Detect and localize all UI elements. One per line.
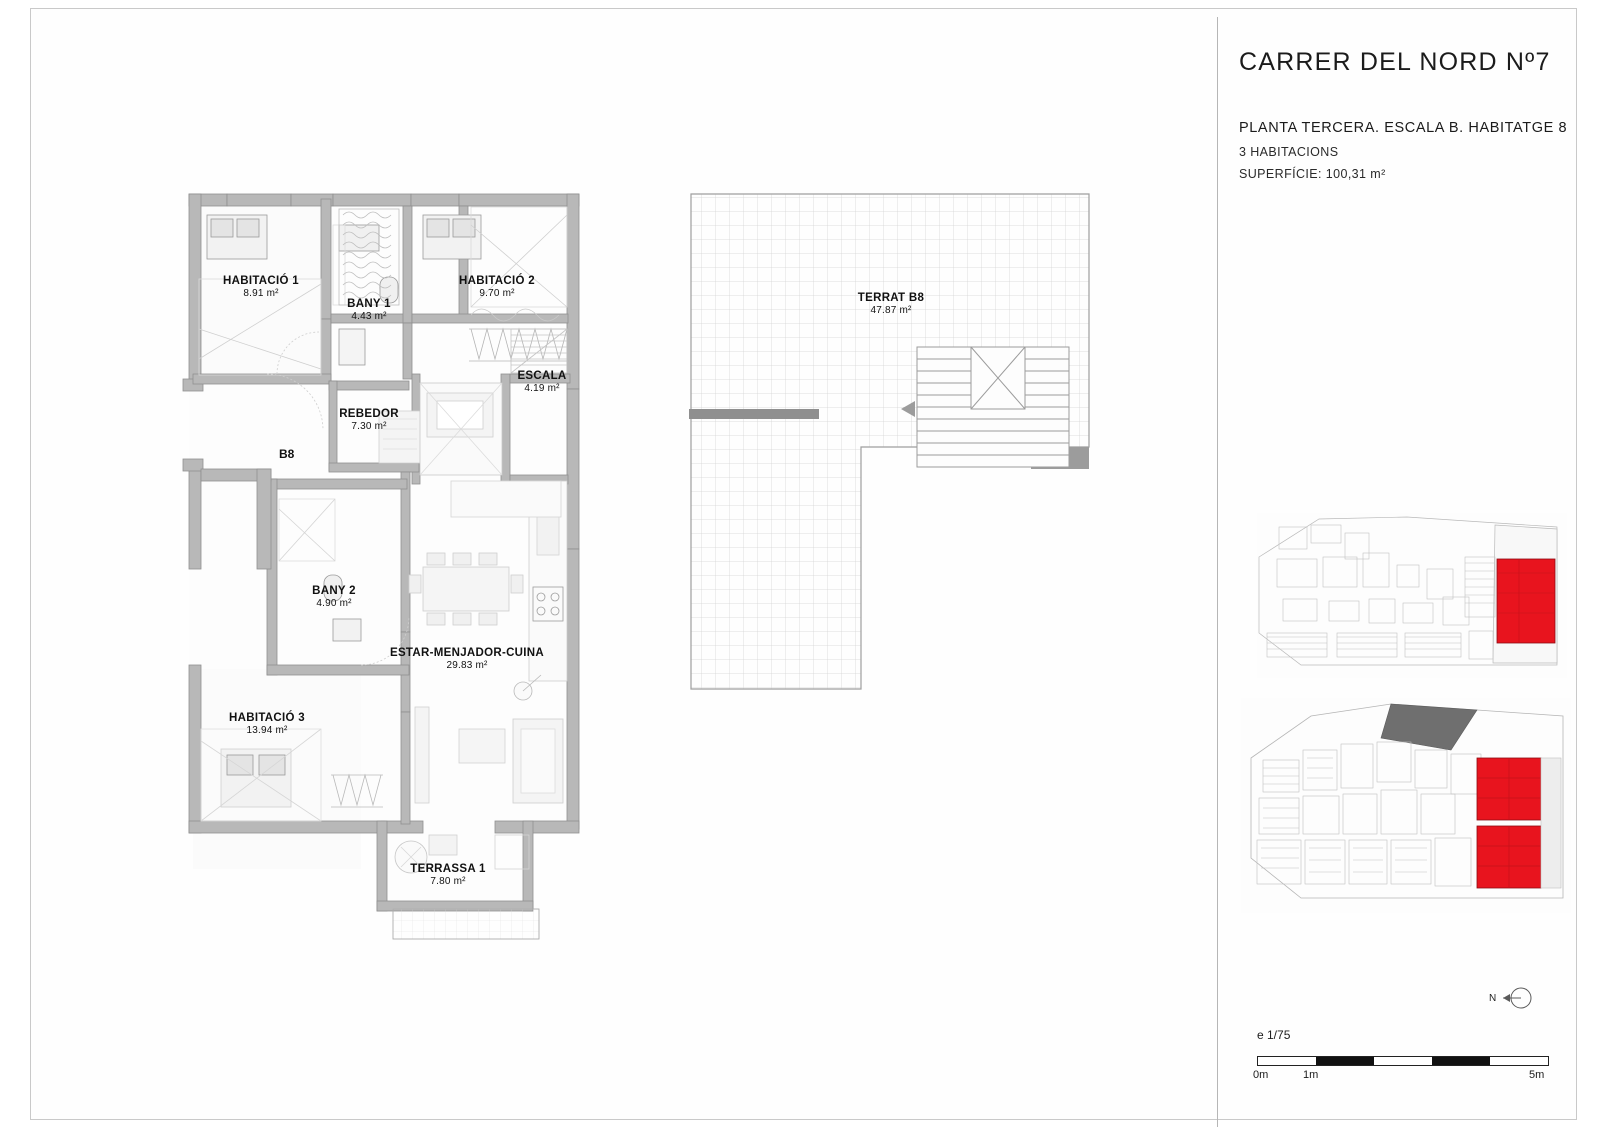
room-label-bany-1 (329, 297, 409, 324)
room-label-habitacio-2 (443, 274, 551, 301)
north-label: N (1489, 993, 1497, 1004)
key-plan-upper (1257, 513, 1567, 678)
room-label-bany-2 (293, 584, 375, 611)
room-name: HABITACIÓ 3 (229, 712, 305, 724)
room-label-estar-menjador-cuina (367, 646, 567, 673)
room-name: BANY 2 (312, 585, 356, 597)
room-area: 4.90 m² (316, 598, 352, 610)
scale-bar-group (1253, 1028, 1557, 1088)
room-label-rebedor (321, 407, 417, 434)
room-label-terrassa-1 (393, 862, 503, 889)
room-label-habitacio-3 (207, 711, 327, 738)
rooms-count-text: 3 HABITACIONS (1239, 145, 1339, 159)
room-area: 4.19 m² (524, 383, 560, 395)
panel-divider (1217, 17, 1218, 1127)
room-label-habitacio-1 (207, 274, 315, 301)
floor-plan-drawing (71, 29, 1211, 1119)
scale-segment (1316, 1057, 1374, 1065)
room-label-escala (503, 369, 581, 396)
key-plan-lower (1241, 698, 1571, 913)
surface-area-text: SUPERFÍCIE: 100,31 m² (1239, 167, 1386, 181)
title-block-panel (1219, 18, 1600, 1126)
room-area: 9.70 m² (479, 288, 515, 300)
room-area: 7.30 m² (351, 421, 387, 433)
scale-tick-0m: 0m (1253, 1069, 1269, 1081)
room-area: 8.91 m² (243, 288, 279, 300)
room-name: TERRAT B8 (857, 292, 925, 304)
drawing-sheet (30, 8, 1577, 1120)
scale-segment (1432, 1057, 1490, 1065)
room-area: 13.94 m² (246, 725, 288, 737)
scale-ratio-label: e 1/75 (1257, 1028, 1291, 1042)
floor-subtitle: PLANTA TERCERA. ESCALA B. HABITATGE 8 (1239, 120, 1568, 136)
room-area: 7.80 m² (430, 876, 466, 888)
room-label-terrat-b8 (821, 291, 961, 318)
page-title: CARRER DEL NORD Nº7 (1239, 48, 1551, 76)
room-name: REBEDOR (339, 408, 399, 420)
room-name: BANY 1 (347, 298, 391, 310)
room-area: 29.83 m² (446, 660, 488, 672)
room-name: HABITACIÓ 2 (459, 275, 535, 287)
room-area: 4.43 m² (351, 311, 387, 323)
scale-bar (1257, 1056, 1549, 1066)
unit-tag-b8: B8 (279, 447, 295, 461)
scale-tick-5m: 5m (1529, 1069, 1545, 1081)
room-name: ESTAR-MENJADOR-CUINA (389, 647, 544, 659)
room-name: ESCALA (517, 370, 567, 382)
north-arrow (1487, 983, 1547, 1017)
room-area: 47.87 m² (870, 305, 912, 317)
room-name: TERRASSA 1 (410, 863, 486, 875)
scale-tick-1m: 1m (1303, 1069, 1319, 1081)
room-name: HABITACIÓ 1 (223, 275, 299, 287)
plan-vector (71, 29, 1211, 1119)
